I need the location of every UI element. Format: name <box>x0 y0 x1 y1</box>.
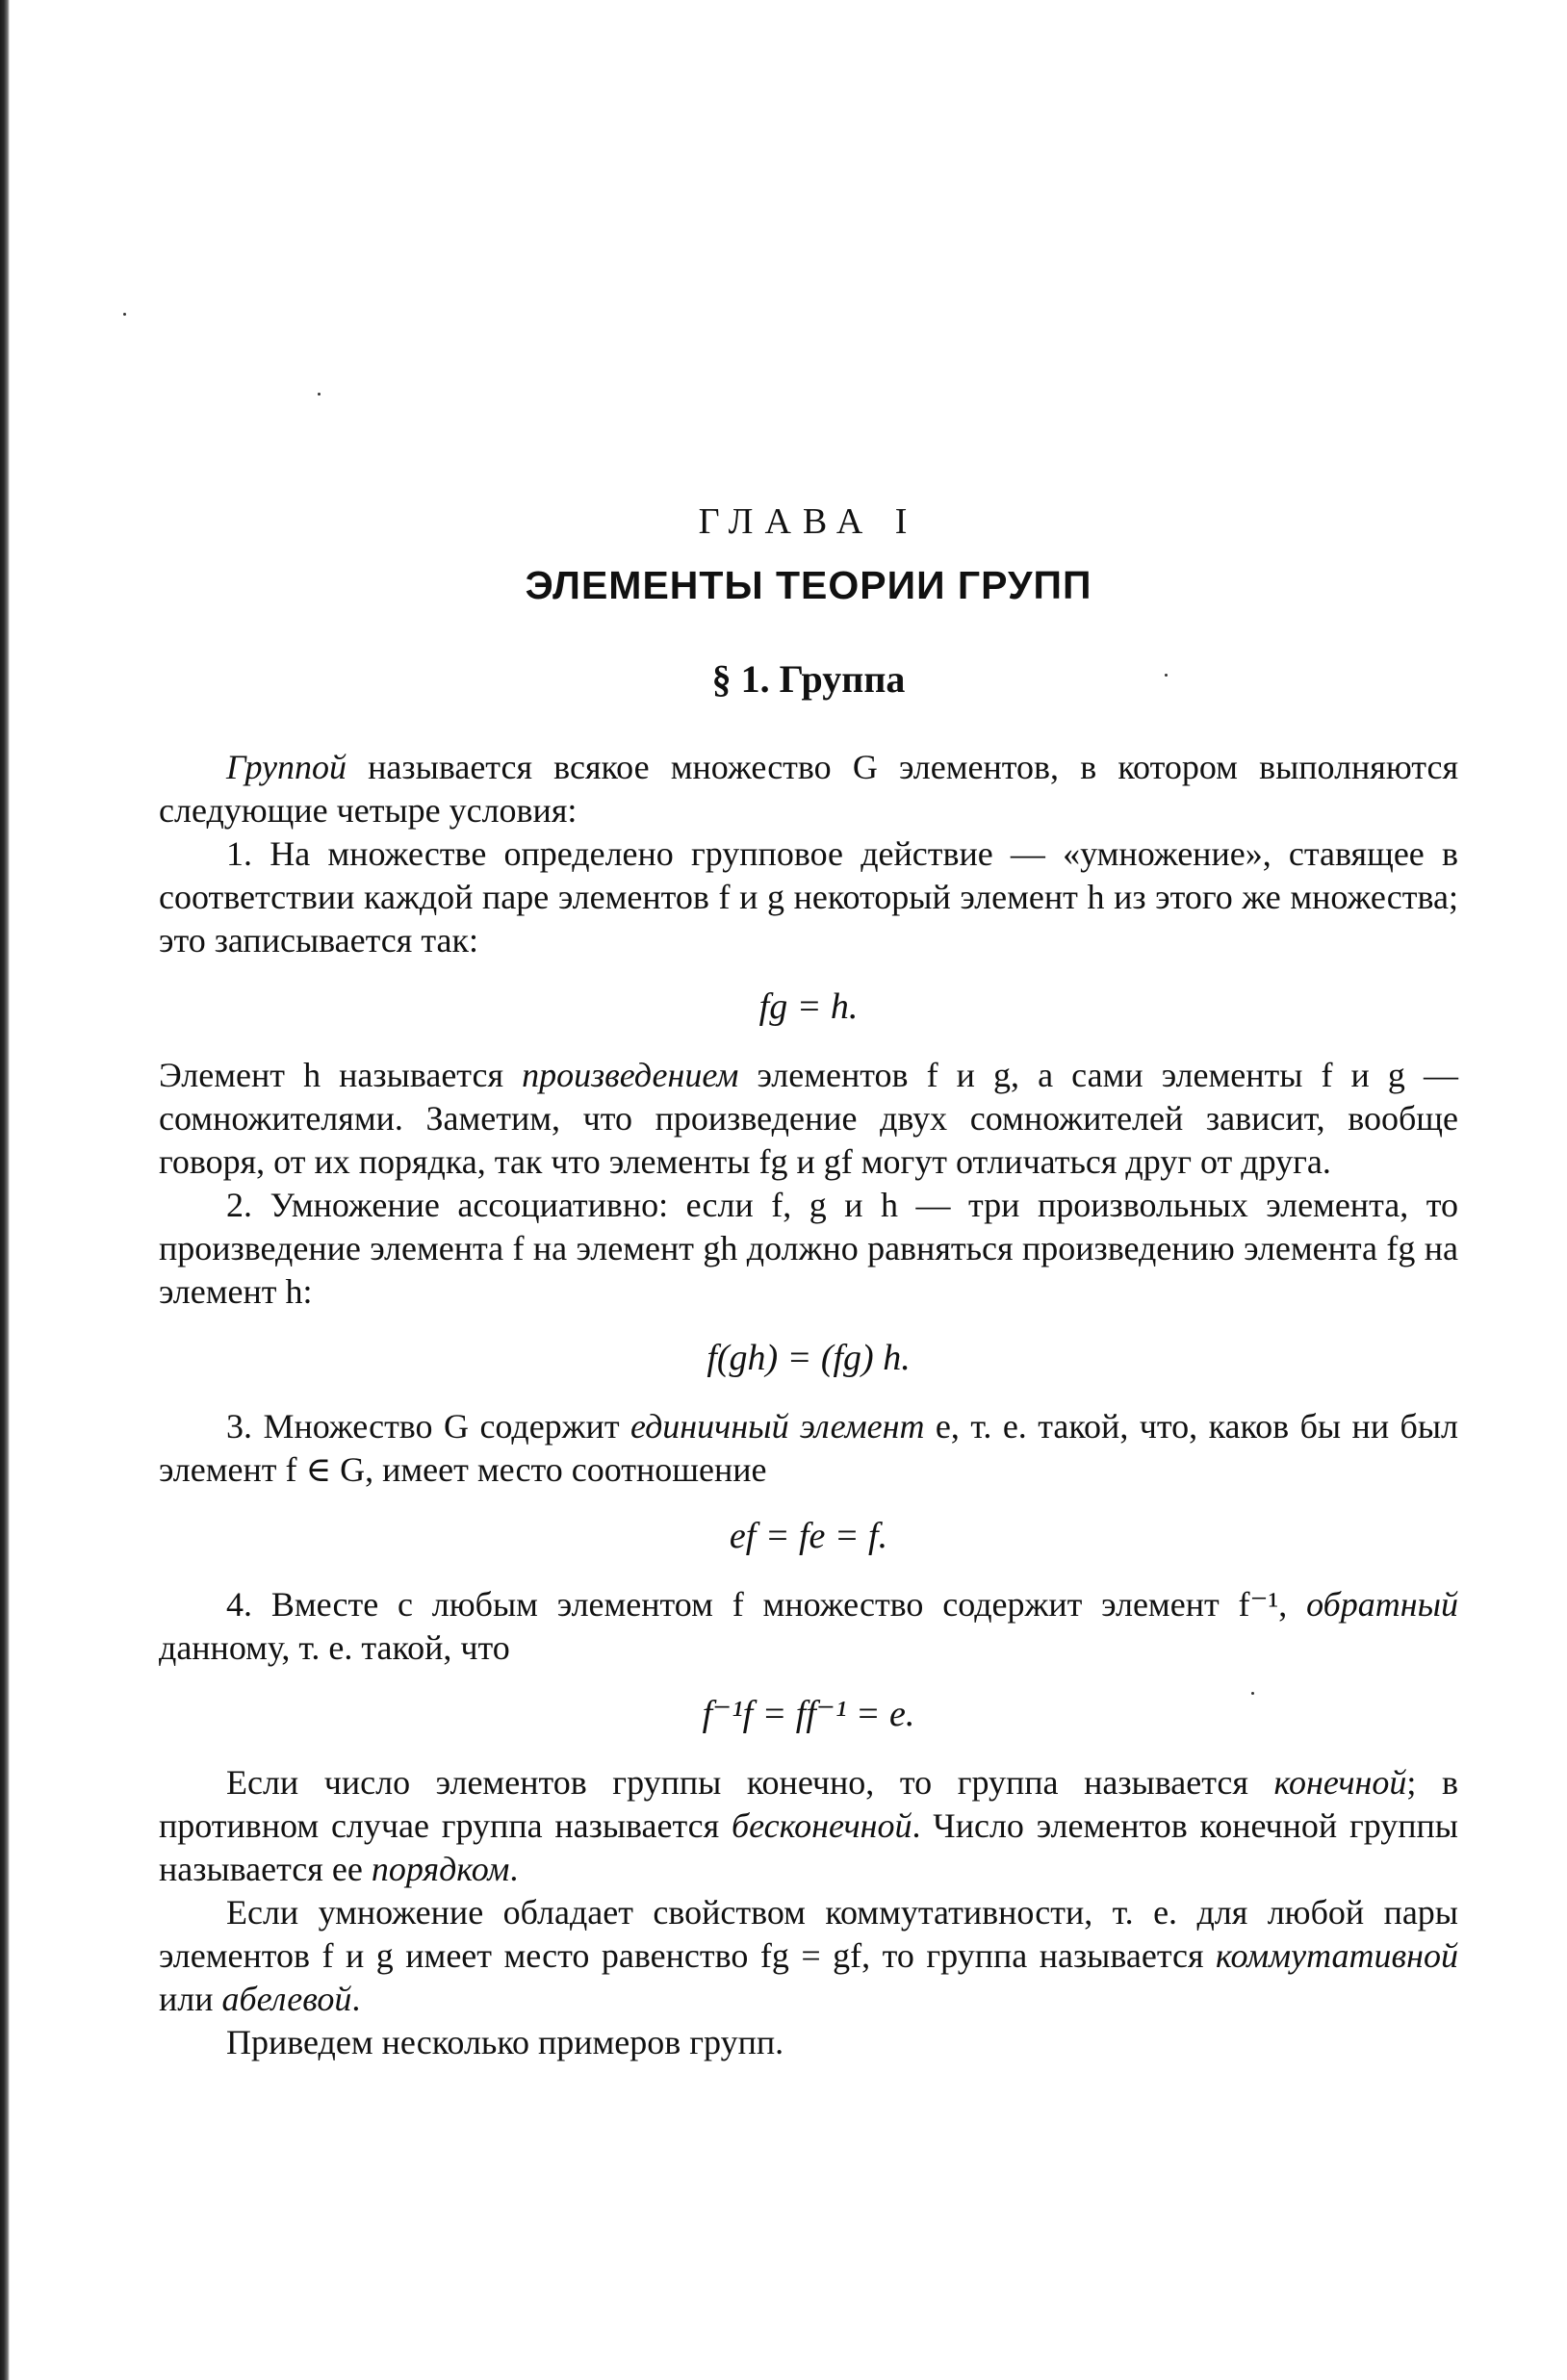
formula-identity: ef = fe = f. <box>729 1516 888 1556</box>
formula-inverse: f⁻¹f = ff⁻¹ = e. <box>702 1694 915 1734</box>
product-text-b: элементов f и g, а сами элементы f и g — сомножителями. Заметим, что произведение двух сомножителей зависит, вообще говоря, от их порядка, так что элементы fg и gf могут отличаться друг от друга. <box>159 1056 1458 1181</box>
term-inverse: обратный <box>1306 1585 1458 1624</box>
finite-text-a: Если число элементов группы конечно, то группа называется <box>226 1763 1274 1802</box>
scan-speck <box>1251 1692 1254 1695</box>
body-text <box>159 746 1458 2064</box>
finite-text-d: . <box>509 1850 519 1888</box>
commutative-paragraph <box>159 1891 1458 2021</box>
term-abelian: абелевой <box>221 1980 352 2018</box>
condition-3-text-b: e, т. е. такой, что, каков бы ни был элемент f ∈ G, имеет место соотношение <box>159 1407 1458 1489</box>
condition-3 <box>159 1405 1458 1492</box>
binding-edge <box>0 0 10 2380</box>
formula-associativity: f(gh) = (fg) h. <box>706 1338 911 1378</box>
definition-paragraph <box>159 746 1458 832</box>
condition-4-text-a: 4. Вместе с любым элементом f множество содержит элемент f⁻¹, <box>226 1585 1307 1624</box>
finite-group-paragraph <box>159 1761 1458 1891</box>
comm-text-b: или <box>159 1980 222 2018</box>
product-text-a: Элемент h называется <box>159 1056 523 1094</box>
formula-product: fg = h. <box>758 986 859 1027</box>
examples-intro: Приведем несколько примеров групп. <box>226 2023 784 2061</box>
scan-speck <box>318 393 321 396</box>
finite-text-b: ; в противном случае группа называется <box>159 1763 1458 1845</box>
term-finite: конечной <box>1273 1763 1407 1802</box>
finite-text-c: . Число элементов конечной группы называется ее <box>159 1806 1458 1888</box>
term-group: Группой <box>226 748 347 786</box>
section-title: § 1. Группа <box>711 657 906 701</box>
scan-speck <box>1165 674 1168 677</box>
term-order: порядком <box>371 1850 510 1888</box>
scan-speck <box>123 313 126 316</box>
condition-4 <box>159 1583 1458 1670</box>
comm-text-a: Если умножение обладает свойством коммутативности, т. е. для любой пары элементов f и g имеет место равенство fg = gf, то группа называется <box>159 1893 1458 1975</box>
chapter-label: ГЛАВА I <box>698 501 919 542</box>
definition-text: называется всякое множество G элементов, в котором выполняются следующие четыре условия: <box>159 748 1458 830</box>
term-infinite: бесконечной <box>732 1806 912 1845</box>
condition-3-text-a: 3. Множество G содержит <box>226 1407 630 1446</box>
term-product: произведением <box>522 1056 739 1094</box>
condition-2: 2. Умножение ассоциативно: если f, g и h — три произвольных элемента, то произведение элемента f на элемент gh должно равняться произведению элемента fg на элемент h: <box>159 1186 1458 1311</box>
product-paragraph <box>159 1054 1458 1184</box>
term-identity: единичный элемент <box>630 1407 925 1446</box>
condition-1: 1. На множестве определено групповое действие — «умножение», ставящее в соответствии каждой паре элементов f и g некоторый элемент h из этого же множества; это записывается так: <box>159 834 1458 960</box>
comm-text-c: . <box>351 1980 361 2018</box>
chapter-title: ЭЛЕМЕНТЫ ТЕОРИИ ГРУПП <box>525 563 1092 607</box>
term-commutative: коммутативной <box>1216 1936 1458 1975</box>
condition-4-text-b: данному, т. е. такой, что <box>159 1628 510 1667</box>
